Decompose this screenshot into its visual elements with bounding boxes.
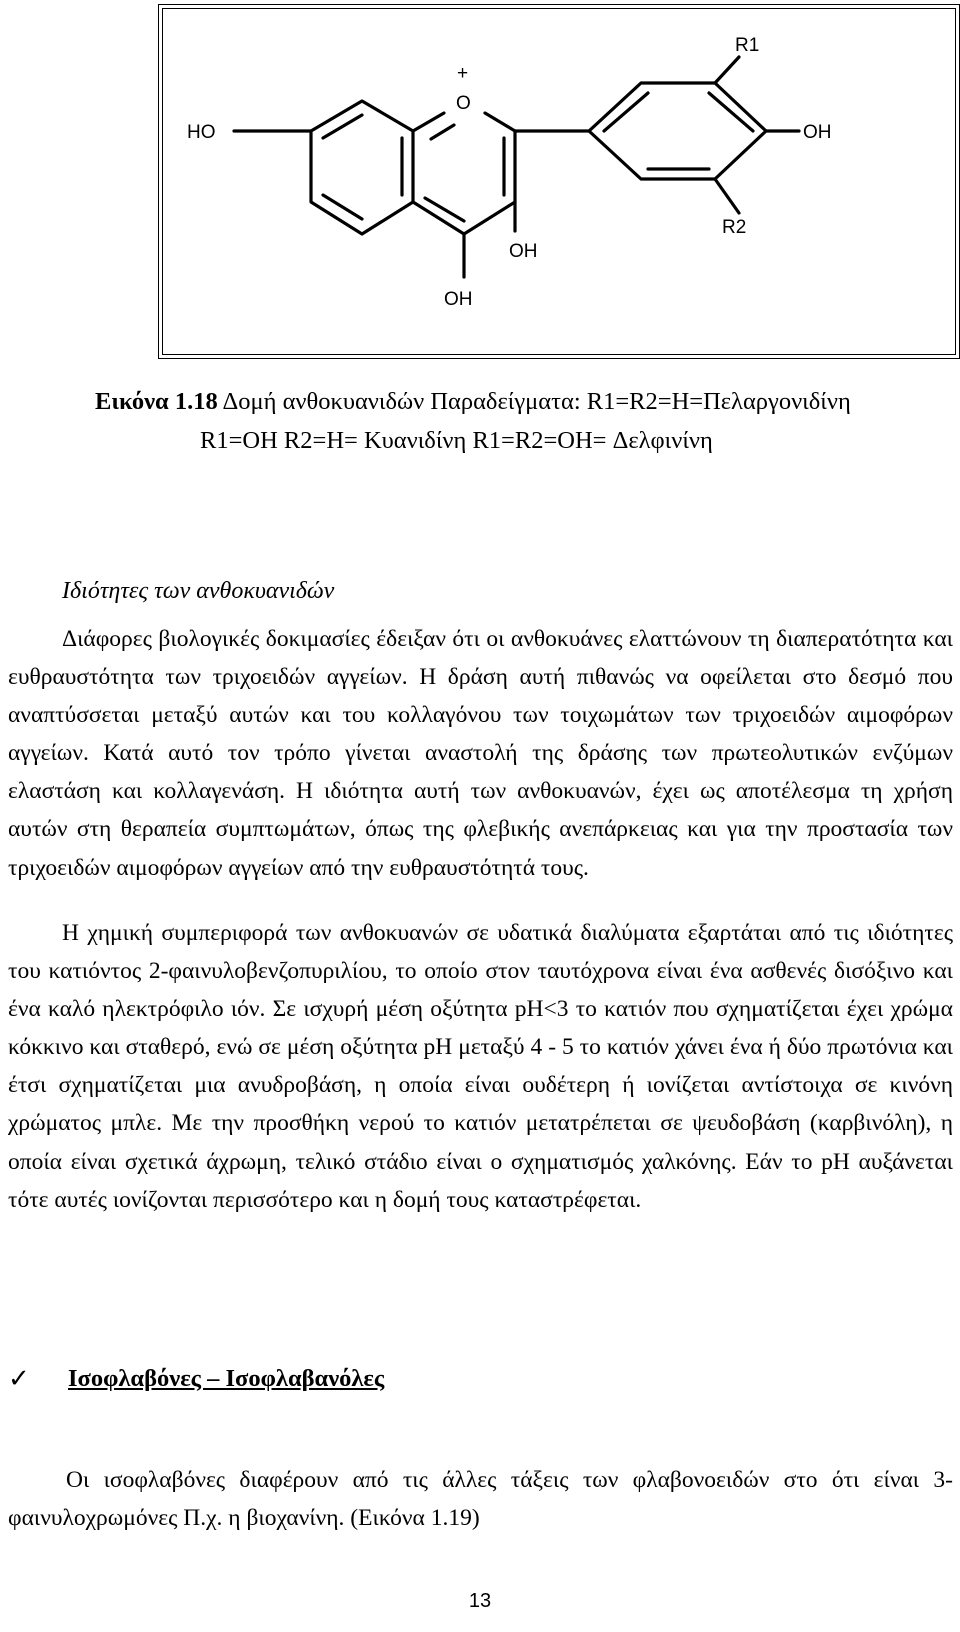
paragraph-properties: Διάφορες βιολογικές δοκιμασίες έδειξαν ότι οι ανθοκυάνες ελαττώνουν τη διαπερατότητα και ευθραυστότητα των τριχοειδών αγγείων. Η δράση αυτή πιθανώς να οφείλεται στο δεσμό που αναπτύσσεται μεταξύ αυτών και του κολλαγόνου των τοιχωμάτων των τριχοειδών αιμοφόρων αγγείων. Κατά αυτό τον τρόπο γίνεται αναστολή της δράσης των πρωτεολυτικών ενζύμων ελαστάση και κολλαγενάση. Η ιδιότητα αυτή των ανθοκυανών, έχει ως αποτέλεσμα τη χρήση αυτών στη θεραπεία συμπτωμάτων, όπως της φλεβικής ανεπάρκειας και για την προστασία των τριχοειδών αιμοφόρων αγγείων από την ευθραυστότητά τους. [8,626,953,881]
label-oh-bottom: OH [444,289,473,310]
anthocyanidin-structure-diagram [159,5,960,360]
label-r1: R1 [735,35,760,56]
label-oh-right: OH [803,122,832,143]
label-o-charge: + [457,63,469,84]
figure-caption-text: Δομή ανθοκυανιδών Παραδείγματα: R1=R2=H=Πελαργονιδίνη [217,388,851,415]
page-number: 13 [468,1590,492,1612]
figure-caption-label: Εικόνα 1.18 [95,388,218,415]
label-ho-left: HO [187,122,216,143]
anthocyanidin-structure-figure [158,4,960,359]
benzo-ring [311,101,413,234]
subsection-heading: Ιδιότητες των ανθοκυανιδών [62,578,335,604]
figure-caption-line2: R1=OH R2=H= Κυανιδίνη R1=R2=OH= Δελφινίνη [200,427,713,454]
phenyl-ring [589,83,766,179]
label-o-atom: O [456,93,471,114]
label-oh-middle: OH [509,241,538,262]
section-title: Ισοφλαβόνες – Ισοφλαβανόλες [68,1365,385,1392]
paragraph-isoflavones: Οι ισοφλαβόνες διαφέρουν από τις άλλες τάξεις των φλαβονοειδών στο ότι είναι 3-φαινυλοχρωμόνες Π.χ. η βιοχανίνη. (Εικόνα 1.19) [8,1467,953,1532]
checkmark-icon: ✓ [8,1364,30,1393]
figure-caption-line1 [95,383,935,421]
label-r2: R2 [722,217,747,238]
paragraph-chemistry: Η χημική συμπεριφορά των ανθοκυανών σε υδατικά διαλύματα εξαρτάται από τις ιδιότητες του κατιόντος 2-φαινυλοβενζοπυριλίου, το οποίο στον ταυτόχρονα είναι ένα ασθενές δισόξινο και ένα καλό ηλεκτρόφιλο ιόν. Σε ισχυρή μέση οξύτητα pH<3 το κατιόν που σχηματίζεται έχει χρώμα κόκκινο και σταθερό, ενώ σε μέση οξύτητα pH μεταξύ 4 - 5 το κατιόν χάνει ένα ή δύο πρωτόνια και έτσι σχηματίζεται μια ανυδροβάση, η οποία είναι ουδέτερη ή ιονίζεται αντίστοιχα σε κινόνη χρώματος μπλε. Με την προσθήκη νερού το κατιόν μετατρέπεται σε ψευδοβάση (καρβινόλη), η οποία είναι σχετικά άχρωμη, τελικό στάδιο είναι ο σχηματισμός χαλκόνης. Εάν το pH αυξάνεται τότε αυτές ιονίζονται περισσότερο και η δομή τους καταστρέφεται. [8,920,953,1213]
pyrylium-ring [413,113,444,131]
